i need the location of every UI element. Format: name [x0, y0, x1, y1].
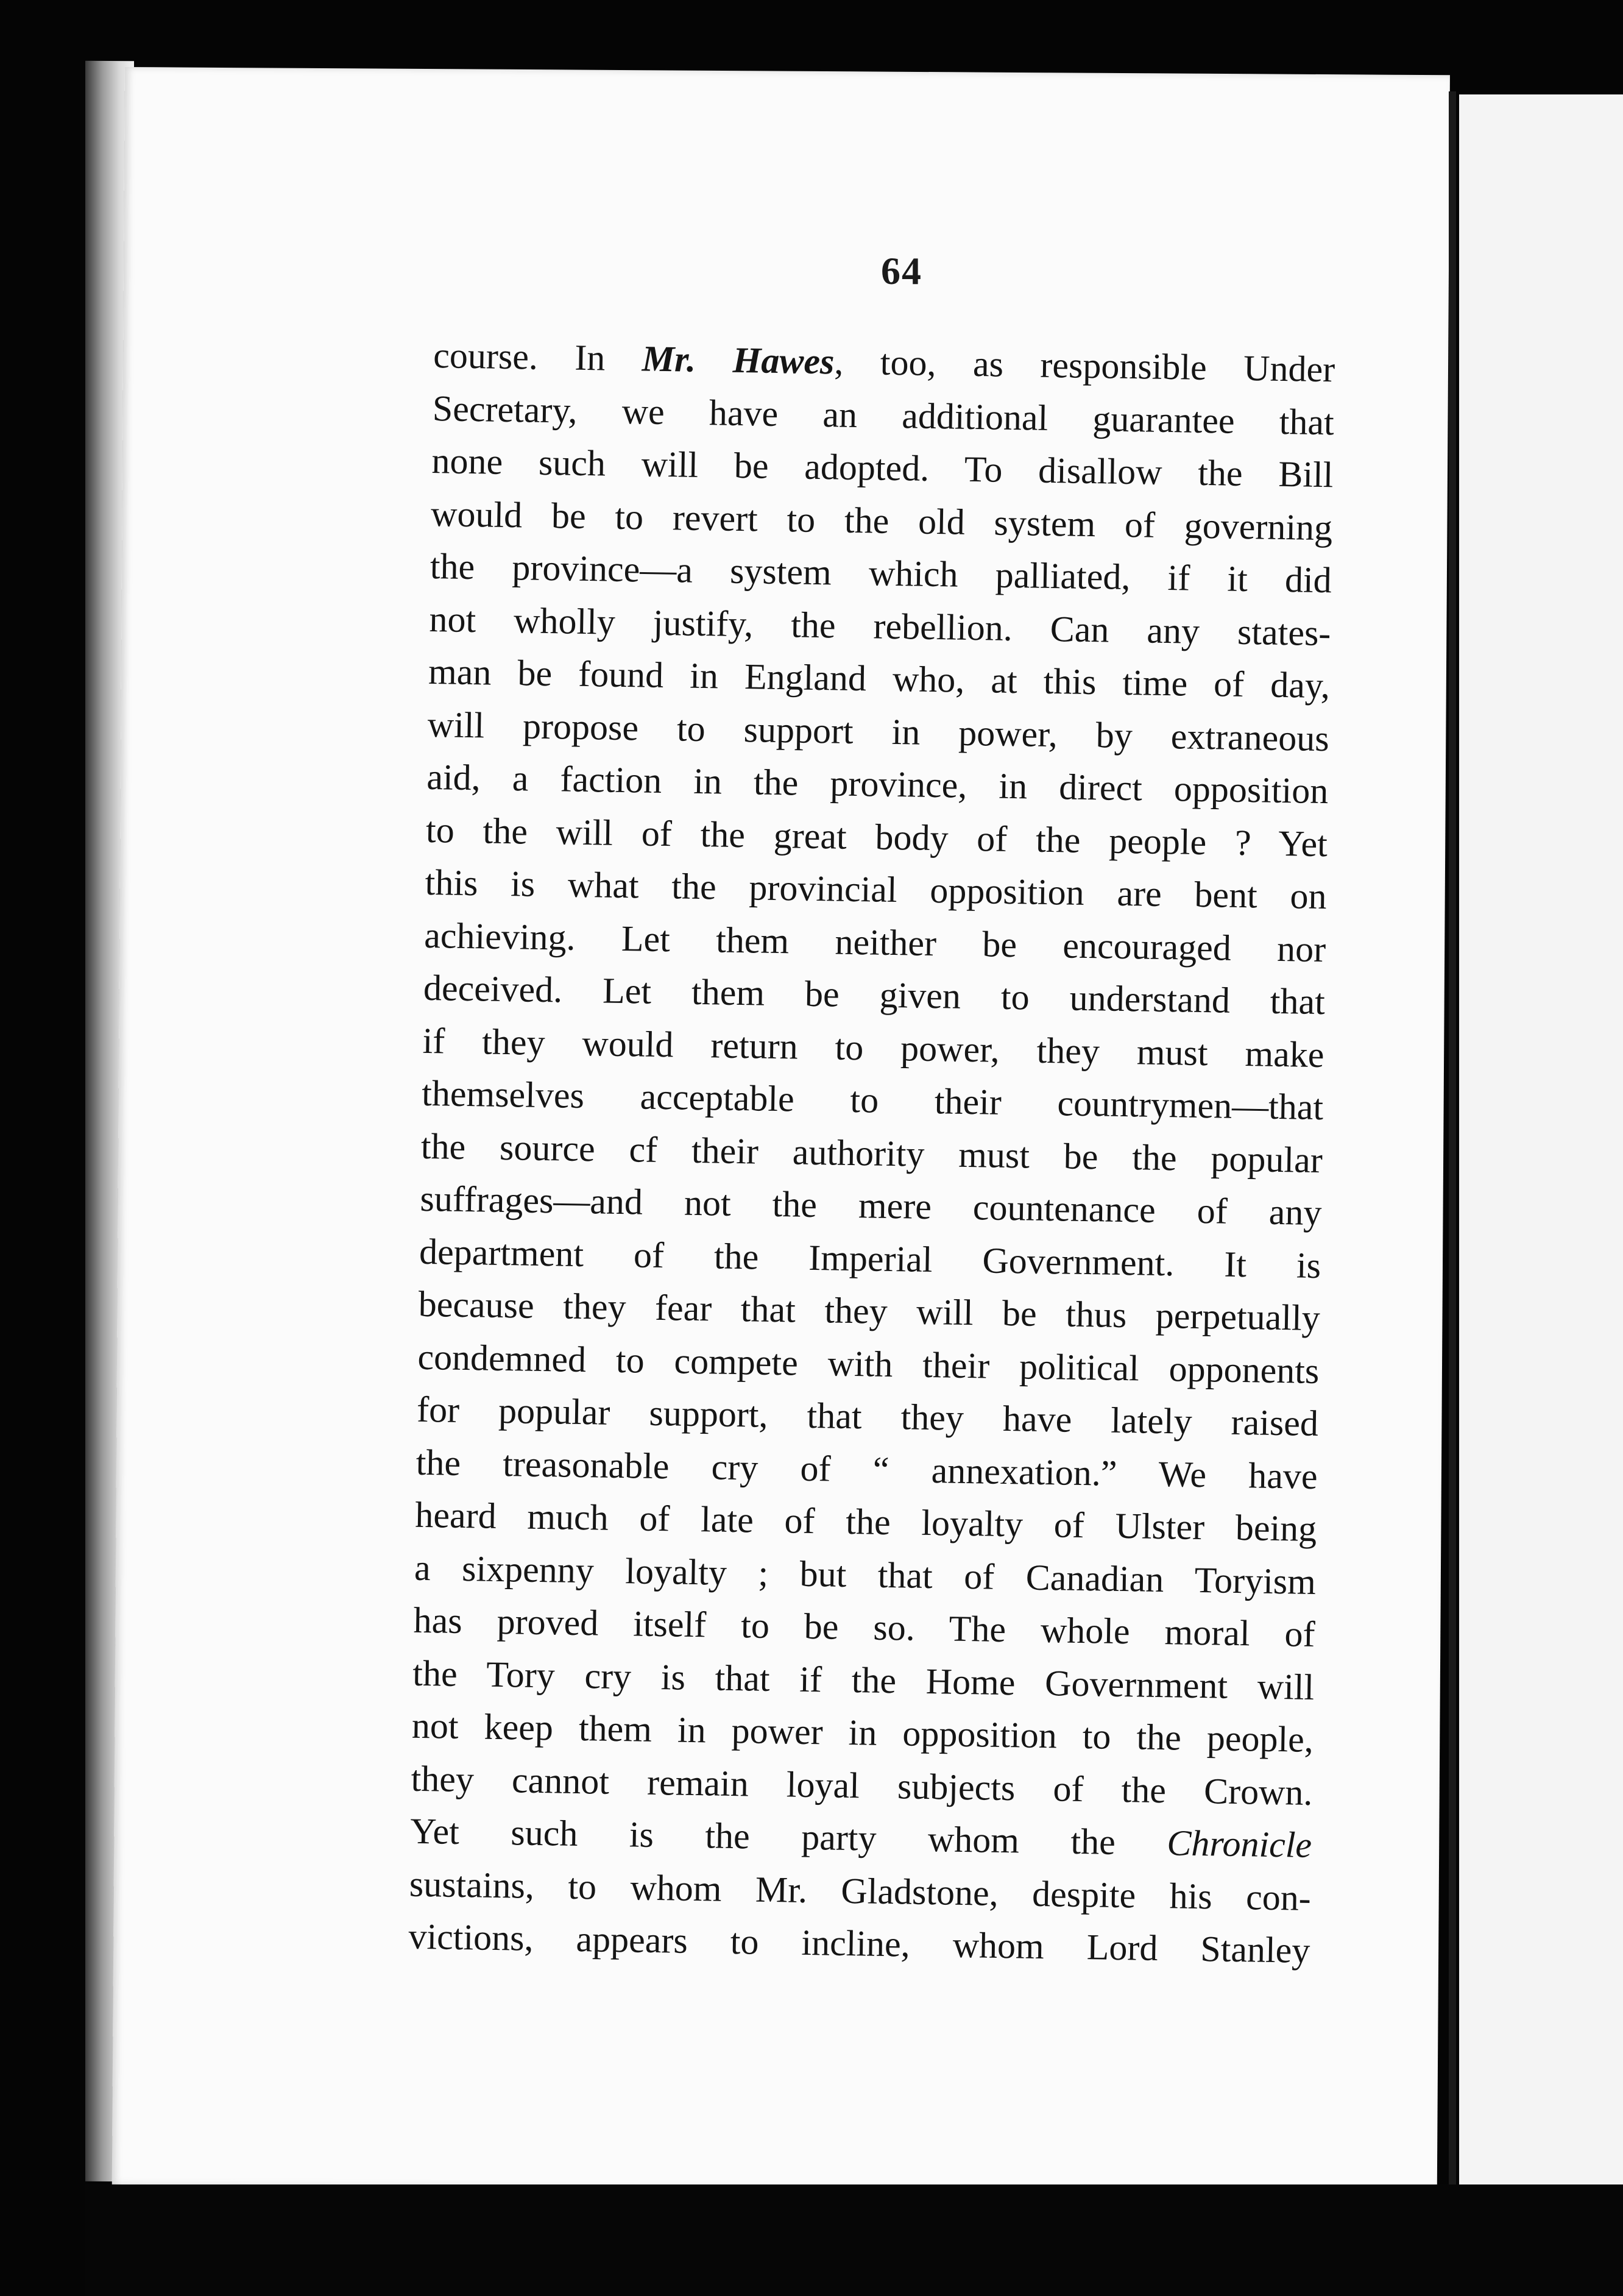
page-body-text — [408, 329, 1335, 1977]
text-line: suffrages—and not the mere countenance of any — [420, 1178, 1322, 1233]
text-run: course. In — [433, 335, 643, 379]
text-line: if they would return to power, they must make — [422, 1020, 1324, 1075]
text-run: , too, as responsible Under — [833, 341, 1335, 390]
text-line: for popular support, that they have lately raised — [416, 1389, 1319, 1444]
text-line: the Tory cry is that if the Home Government will — [412, 1653, 1315, 1707]
text-line: condemned to compete with their political opponents — [417, 1336, 1320, 1391]
text-line: deceived. Let them be given to understand that — [423, 967, 1326, 1022]
text-line: aid, a faction in the province, in direct opposition — [426, 756, 1329, 812]
facing-page-edge — [1459, 94, 1623, 2184]
italic-name: Mr. Hawes — [642, 338, 835, 382]
text-line: none such will be adopted. To disallow the Bill — [431, 440, 1334, 495]
text-line: the province—a system which palliated, if it did — [430, 545, 1332, 601]
text-line: has proved itself to be so. The whole moral of — [413, 1600, 1316, 1654]
text-line: will propose to support in power, by extraneous — [427, 704, 1330, 759]
scan-background — [85, 2184, 1623, 2296]
text-line: not wholly justify, the rebellion. Can any states- — [429, 598, 1331, 653]
text-line: achieving. Let them neither be encouraged nor — [423, 915, 1326, 969]
text-line: sustains, to whom Mr. Gladstone, despite his con- — [409, 1863, 1312, 1918]
text-line: they cannot remain loyal subjects of the Crown. — [411, 1758, 1313, 1813]
text-line: themselves acceptable to their countrymen—that — [421, 1072, 1324, 1128]
text-line: the treasonable cry of “ annexation.” We have — [415, 1442, 1318, 1497]
italic-title: Chronicle — [1166, 1823, 1312, 1865]
text-line: to the will of the great body of the people ? Yet — [425, 809, 1328, 864]
text-line: would be to revert to the old system of governing — [430, 493, 1333, 548]
text-run: Yet such is the party whom the — [409, 1810, 1167, 1863]
text-line: man be found in England who, at this time of day, — [428, 651, 1331, 706]
page-number: 64 — [881, 249, 922, 292]
text-line: this is what the provincial opposition are bent on — [425, 862, 1328, 917]
text-line: because they fear that they will be thus perpetually — [418, 1283, 1321, 1339]
text-line: Secretary, we have an additional guarantee that — [432, 388, 1335, 442]
text-line: a sixpenny loyalty ; but that of Canadian Toryism — [414, 1547, 1317, 1602]
text-line: not keep them in power in opposition to the people, — [411, 1705, 1314, 1760]
text-line: the source cf their authority must be the popular — [420, 1125, 1323, 1180]
page-gutter — [1449, 91, 1456, 2188]
text-line: victions, appears to incline, whom Lord Stanley — [408, 1916, 1310, 1971]
text-line: heard much of late of the loyalty of Ulster being — [414, 1494, 1317, 1550]
text-line: department of the Imperial Government. It is — [419, 1231, 1321, 1286]
